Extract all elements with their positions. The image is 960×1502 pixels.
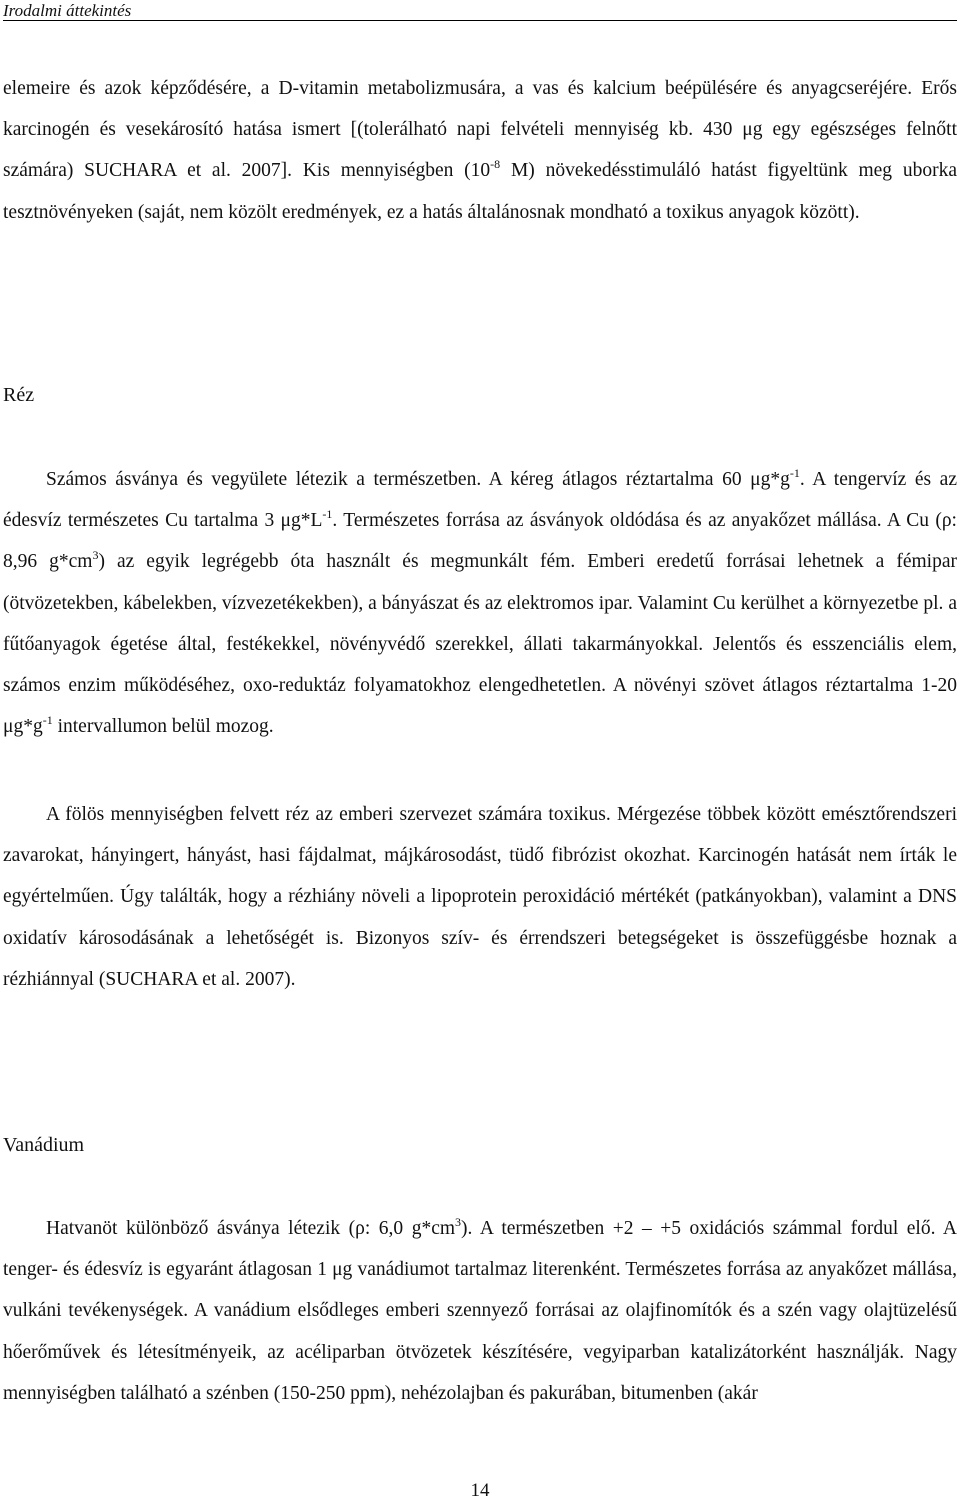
paragraph-copper-sources: Számos ásványa és vegyülete létezik a természetben. A kéreg átlagos réztartalma 60 $\mu g*g^{-1}$. A tengervíz és az édesvíz természetes Cu tartalma 3 $\mu g*L^{-1}$. Természetes forrása az ásványok oldódása és az anyakőzet mállása. A Cu (ρ: 8,96 $g*cm^3$) az egyik legrégebb óta használt és megmunkált fém. Emberi eredetű forrásai lehetnek a fémipar (ötvözetekben, kábelekben, vízvezetékekben), a bányászat és az elektromos ipar. Valamint Cu kerülhet a környezetbe pl. a fűtőanyagok égetése által, festékekkel, növényvédő szerekkel, állati takarmányokkal. Jelentős és esszenciális elem, számos enzim működéséhez, oxo-reduktáz folyamatokhoz elengedhetetlen. A növényi szövet átlagos réztartalma 1-20 $\mu g*g^{-1}$ intervallumon belül mozog.	[3, 466, 957, 738]
paragraph-vanadium: Hatvanöt különböző ásványa létezik (ρ: 6,0 $g*cm^3$). A természetben +2 – +5 oxidációs számmal fordul elő. A tenger- és édesvíz is egyaránt átlagosan 1 μg vanádiumot tartalmaz literenként. Természetes forrása az anyakőzet mállása, vulkáni tevékenységek. A vanádium elsődleges emberi szennyező forrásai az olajfinomítók és a szén vagy olajtüzelésű hőerőművek és létesítményeik, az acéliparban ötvözetek készítésére, vegyiparban katalizátorként használják. Nagy mennyiségben található a szénben (150-250 ppm), nehézolajban és pakurában, bitumenben (akár	[3, 1215, 957, 1404]
paragraph-cadmium-continued: elemeire és azok képződésére, a D-vitamin metabolizmusára, a vas és kalcium beépülésére és anyagcseréjére. Erős karcinogén és vesekárosító hatása ismert [(tolerálható napi felvételi mennyiség kb. 430 μg egy egészséges felnőtt számára) SUCHARA et al. 2007]. Kis mennyiségben ($10^{-8}$ M) növekedésstimuláló hatást figyeltünk meg uborka tesztnövényeken (saját, nem közölt eredmények, ez a hatás általánosnak mondható a toxikus anyagok között).	[3, 78, 957, 223]
running-header	[3, 0, 957, 21]
page-number: 14	[470, 1480, 490, 1501]
section-heading-vanadium: Vanádium	[3, 1134, 85, 1156]
section-heading-copper: Réz	[3, 384, 35, 406]
running-title: Irodalmi áttekintés	[3, 1, 132, 20]
paragraph-copper-toxicity: A fölös mennyiségben felvett réz az emberi szervezet számára toxikus. Mérgezése többek között emésztőrendszeri zavarokat, hányingert, hányást, hasi fájdalmat, májkárosodást, tüdő fibrózist okozhat. Karcinogén hatását nem írták le egyértelműen. Úgy találták, hogy a rézhiány növeli a lipoprotein peroxidáció mértékét (patkányokban), valamint a DNS oxidatív károsodásának a lehetőségét is. Bizonyos szív- és érrendszeri betegségeket is összefüggésbe hoznak a rézhiánnyal (SUCHARA et al. 2007).	[3, 804, 957, 990]
